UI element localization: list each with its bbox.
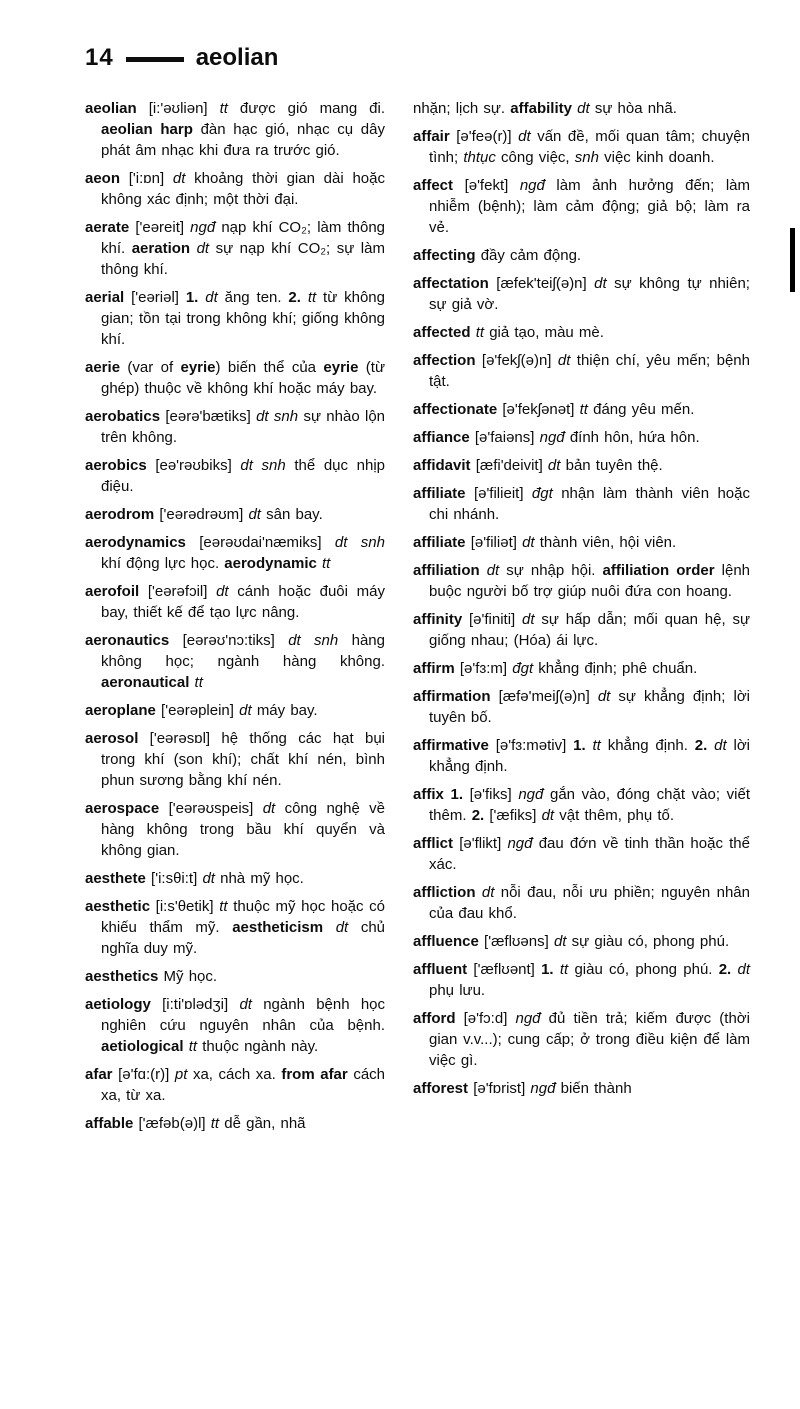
dictionary-entry bbox=[413, 959, 750, 1001]
entry-bold-text: aerobatics bbox=[85, 408, 166, 425]
entry-bold-text: eyrie bbox=[323, 359, 366, 376]
dictionary-entry bbox=[413, 609, 750, 651]
dictionary-entry bbox=[413, 658, 750, 679]
entry-text: ['eərəʊspeis] bbox=[168, 800, 263, 817]
dictionary-entry bbox=[413, 273, 750, 315]
entry-bold-text: aesthetic bbox=[85, 898, 156, 915]
entry-bold-text: affectionate bbox=[413, 401, 503, 418]
dictionary-entry bbox=[413, 455, 750, 476]
entry-text: làm ảnh hưởng đến; làm nhiễm (bệnh); làm cảm động; giả bộ; làm ra vẻ. bbox=[429, 177, 751, 236]
entry-text: nhặn; lịch sự. bbox=[413, 100, 511, 117]
entry-bold-text: affirmative bbox=[413, 737, 496, 754]
dictionary-entry bbox=[413, 532, 750, 553]
entry-text: ['eərəplein] bbox=[161, 702, 240, 719]
entry-text: ['æfiks] bbox=[489, 807, 542, 824]
entry-bold-text: aeration bbox=[131, 240, 197, 257]
dictionary-entry bbox=[413, 399, 750, 420]
entry-text: ['æflʊənt] bbox=[473, 961, 542, 978]
dictionary-entry bbox=[413, 175, 750, 238]
entry-text: [ə'fekʃənət] bbox=[502, 401, 580, 418]
dictionary-entry bbox=[85, 504, 385, 525]
entry-text: ['eərədrəʊm] bbox=[159, 506, 249, 523]
dictionary-entry bbox=[85, 994, 385, 1057]
dictionary-entry bbox=[85, 287, 385, 350]
entry-columns bbox=[85, 98, 750, 1141]
entry-bold-text: afflict bbox=[413, 835, 460, 852]
dictionary-entry bbox=[85, 868, 385, 889]
entry-bold-text: affection bbox=[413, 352, 482, 369]
dictionary-entry bbox=[413, 98, 750, 119]
entry-text: đủ tiền trả; kiếm được (thời gian v.v...); cung cấp; ở trong điều kiện để làm việc gì. bbox=[429, 1010, 750, 1069]
entry-text: hàng không học; ngành hàng không. bbox=[101, 632, 385, 670]
entry-bold-text: 1. bbox=[541, 961, 560, 978]
entry-text: đàn hạc gió, nhạc cụ dây phát âm nhạc khi đưa ra trước gió. bbox=[101, 121, 385, 159]
entry-text: khẳng định; phê chuẩn. bbox=[538, 660, 698, 677]
entry-bold-text: aetiological bbox=[101, 1038, 189, 1055]
entry-label-text: ngđ bbox=[518, 786, 550, 803]
scan-artifact bbox=[790, 228, 795, 292]
entry-text: công việc, bbox=[501, 149, 575, 166]
left-column bbox=[85, 98, 385, 1141]
entry-text: ['æflʊəns] bbox=[484, 933, 554, 950]
entry-bold-text: affluent bbox=[413, 961, 474, 978]
entry-label-text: tt bbox=[219, 898, 234, 915]
entry-bold-text: affect bbox=[413, 177, 465, 194]
entry-label-text: dt bbox=[481, 884, 501, 901]
entry-text: [ə'fɒrist] bbox=[473, 1080, 531, 1097]
entry-label-text: dt bbox=[577, 100, 595, 117]
entry-bold-text: affectation bbox=[413, 275, 497, 292]
entry-text: [ə'flikt] bbox=[459, 835, 508, 852]
entry-text: sự hấp dẫn; mối quan hệ, sự giống nhau; (Hóa) ái lực. bbox=[429, 611, 751, 649]
entry-bold-text: aesthete bbox=[85, 870, 152, 887]
entry-text: [æfə'meiʃ(ə)n] bbox=[498, 688, 598, 705]
right-column bbox=[413, 98, 750, 1141]
entry-bold-text: 2. bbox=[288, 289, 308, 306]
entry-bold-text: 2. bbox=[694, 737, 715, 754]
entry-bold-text: aerofoil bbox=[85, 583, 148, 600]
entry-text: sự không tự nhiên; sự giả vờ. bbox=[429, 275, 750, 313]
entry-bold-text: affinity bbox=[413, 611, 469, 628]
entry-bold-text: affliction bbox=[413, 884, 482, 901]
dictionary-entry bbox=[85, 581, 385, 623]
entry-label-text: dt bbox=[522, 534, 540, 551]
entry-text: [i:s'θetik] bbox=[155, 898, 220, 915]
entry-label-text: dt bbox=[335, 919, 361, 936]
entry-text: [eərə'bætiks] bbox=[165, 408, 257, 425]
entry-label-text: ngđ bbox=[530, 1080, 561, 1097]
entry-label-text: tt bbox=[592, 737, 608, 754]
entry-label-text: tt bbox=[579, 401, 594, 418]
entry-text: phụ lưu. bbox=[429, 982, 486, 999]
entry-label-text: pt bbox=[174, 1066, 193, 1083]
entry-text: [ə'fɔ:d] bbox=[463, 1010, 516, 1027]
entry-bold-text: aeronautics bbox=[85, 632, 183, 649]
dictionary-entry bbox=[85, 357, 385, 399]
entry-text: [ə'fiks] bbox=[469, 786, 519, 803]
entry-label-text: dt bbox=[518, 128, 538, 145]
entry-text: dễ gần, nhã bbox=[224, 1115, 306, 1132]
dictionary-entry bbox=[85, 966, 385, 987]
entry-label-text: dt bbox=[737, 961, 750, 978]
entry-bold-text: aeroplane bbox=[85, 702, 162, 719]
entry-label-text: tt bbox=[194, 674, 203, 691]
entry-text: sự nạp khí CO₂; sự làm thông khí. bbox=[101, 240, 385, 278]
entry-label-text: dt bbox=[262, 800, 285, 817]
entry-text: Mỹ học. bbox=[163, 968, 218, 985]
entry-text: ['eəreit] bbox=[135, 219, 191, 236]
entry-bold-text: aerial bbox=[85, 289, 132, 306]
entry-text: công nghệ về hàng không trong bầu khí quyển và không gian. bbox=[101, 800, 385, 859]
entry-bold-text: affiliation bbox=[413, 562, 487, 579]
entry-text: [æfi'deivit] bbox=[475, 457, 548, 474]
entry-text: ăng ten. bbox=[224, 289, 289, 306]
entry-text: sự giàu có, phong phú. bbox=[571, 933, 730, 950]
entry-bold-text: affected bbox=[413, 324, 476, 341]
dictionary-entry bbox=[413, 1008, 750, 1071]
entry-text: sự hòa nhã. bbox=[594, 100, 677, 117]
entry-label-text: dt snh bbox=[240, 457, 295, 474]
entry-text: thuộc ngành này. bbox=[202, 1038, 319, 1055]
entry-label-text: ngđ bbox=[539, 429, 570, 446]
dictionary-entry bbox=[85, 798, 385, 861]
entry-label-text: dt bbox=[541, 807, 560, 824]
dictionary-entry bbox=[413, 882, 750, 924]
entry-bold-text: affiance bbox=[413, 429, 475, 446]
entry-bold-text: afford bbox=[413, 1010, 464, 1027]
entry-text: thành viên, hội viên. bbox=[539, 534, 677, 551]
entry-label-text: dt bbox=[196, 240, 216, 257]
entry-label-text: dt snh bbox=[334, 534, 385, 551]
dictionary-entry bbox=[413, 784, 750, 826]
dictionary-entry bbox=[413, 560, 750, 602]
entry-bold-text: affiliate bbox=[413, 534, 471, 551]
entry-text: nhận làm thành viên hoặc chi nhánh. bbox=[429, 485, 750, 523]
entry-text: ngành bệnh học nghiên cứu nguyên nhân của bệnh. bbox=[101, 996, 386, 1034]
entry-text: ['eərəfɔil] bbox=[147, 583, 217, 600]
entry-text: chủ nghĩa duy mỹ. bbox=[101, 919, 386, 957]
entry-text: sự khẳng định; lời tuyên bố. bbox=[429, 688, 750, 726]
entry-text: được gió mang đi. bbox=[239, 100, 385, 117]
entry-text: [ə'filieit] bbox=[473, 485, 532, 502]
entry-label-text: dt bbox=[202, 870, 221, 887]
entry-bold-text: 1. bbox=[573, 737, 593, 754]
entry-bold-text: aerie bbox=[85, 359, 128, 376]
entry-text: khoảng thời gian dài hoặc không xác định; một thời đại. bbox=[101, 170, 385, 208]
entry-bold-text: aeon bbox=[85, 170, 129, 187]
entry-bold-text: affability bbox=[510, 100, 578, 117]
entry-text: khí động lực học. bbox=[101, 555, 225, 572]
dictionary-entry bbox=[413, 1078, 750, 1099]
entry-label-text: đgt bbox=[531, 485, 562, 502]
dictionary-entry bbox=[85, 455, 385, 497]
page-header bbox=[85, 44, 750, 72]
entry-text: việc kinh doanh. bbox=[604, 149, 715, 166]
dictionary-entry bbox=[413, 686, 750, 728]
entry-bold-text: aerospace bbox=[85, 800, 169, 817]
entry-label-text: dt bbox=[205, 289, 225, 306]
entry-bold-text: 2. bbox=[471, 807, 490, 824]
dictionary-entry bbox=[413, 322, 750, 343]
entry-text: [ə'faiəns] bbox=[474, 429, 540, 446]
entry-text: ['i:ɒn] bbox=[128, 170, 173, 187]
entry-text: lệnh buộc người bố trợ giúp nuôi đứa con hoang. bbox=[429, 562, 750, 600]
entry-label-text: dt bbox=[557, 352, 577, 369]
entry-bold-text: aerosol bbox=[85, 730, 150, 747]
dictionary-entry bbox=[85, 217, 385, 280]
entry-bold-text: aeronautical bbox=[101, 674, 195, 691]
dictionary-entry bbox=[413, 833, 750, 875]
dictionary-entry bbox=[413, 427, 750, 448]
entry-text: [ə'fɜ:m] bbox=[459, 660, 513, 677]
entry-text: [eərəʊ'nɔ:tiks] bbox=[182, 632, 289, 649]
entry-bold-text: aerate bbox=[85, 219, 136, 236]
entry-label-text: ngđ bbox=[507, 835, 539, 852]
entry-text: đầy cảm động. bbox=[480, 247, 582, 264]
entry-text: [ə'fekʃ(ə)n] bbox=[481, 352, 558, 369]
entry-bold-text: affecting bbox=[413, 247, 481, 264]
dictionary-entry bbox=[85, 1064, 385, 1106]
entry-text: (từ ghép) thuộc về không khí hoặc máy bay. bbox=[101, 359, 386, 397]
entry-text: từ không gian; tồn tại trong không khí; giống không khí. bbox=[101, 289, 385, 348]
entry-bold-text: from afar bbox=[281, 1066, 354, 1083]
dictionary-entry bbox=[413, 931, 750, 952]
entry-text: ['eərəsɒl] hệ thống các hạt bụi trong khí (son khí); chất khí nén, bình phun sương bằng khí nén. bbox=[101, 730, 386, 789]
entry-text: thiện chí, yêu mến; bệnh tật. bbox=[429, 352, 750, 390]
dictionary-entry bbox=[85, 406, 385, 448]
entry-text: khẳng định. bbox=[607, 737, 695, 754]
entry-text: [ə'fɜ:mətiv] bbox=[495, 737, 574, 754]
entry-text: [ə'fɑ:(r)] bbox=[118, 1066, 175, 1083]
entry-bold-text: aerodynamics bbox=[85, 534, 200, 551]
entry-text: [ə'fekt] bbox=[464, 177, 520, 194]
entry-text: thuộc mỹ học hoặc có khiếu thẩm mỹ. bbox=[101, 898, 385, 936]
dictionary-entry bbox=[413, 245, 750, 266]
entry-bold-text: aestheticism bbox=[232, 919, 336, 936]
entry-bold-text: eyrie bbox=[180, 359, 216, 376]
entry-text: máy bay. bbox=[256, 702, 318, 719]
dictionary-entry bbox=[413, 126, 750, 168]
entry-bold-text: aerobics bbox=[85, 457, 156, 474]
dictionary-entry bbox=[85, 1113, 385, 1134]
entry-text: [i:ti'ɒlədʒi] bbox=[162, 996, 240, 1013]
guide-word: aeolian bbox=[195, 44, 279, 71]
page-number: 14 bbox=[85, 44, 114, 71]
entry-text: giàu có, phong phú. bbox=[574, 961, 719, 978]
entry-label-text: tt bbox=[210, 1115, 225, 1132]
entry-bold-text: aeolian harp bbox=[101, 121, 201, 138]
entry-label-text: dt bbox=[239, 702, 257, 719]
entry-text: sự nhập hội. bbox=[506, 562, 603, 579]
entry-label-text: dt bbox=[486, 562, 507, 579]
entry-text: ['i:sθi:t] bbox=[151, 870, 203, 887]
entry-bold-text: affiliate bbox=[413, 485, 474, 502]
header-rule bbox=[126, 57, 184, 62]
entry-label-text: tt bbox=[322, 555, 331, 572]
entry-label-text: tt bbox=[219, 100, 240, 117]
entry-bold-text: affirmation bbox=[413, 688, 499, 705]
dictionary-entry bbox=[413, 350, 750, 392]
entry-label-text: thtục bbox=[463, 149, 502, 166]
entry-bold-text: affirm bbox=[413, 660, 460, 677]
entry-label-text: dt bbox=[714, 737, 734, 754]
entry-label-text: tt bbox=[475, 324, 490, 341]
entry-text: [eə'rəʊbiks] bbox=[155, 457, 241, 474]
entry-text: [ə'feə(r)] bbox=[456, 128, 519, 145]
entry-text: cánh hoặc đuôi máy bay, thiết kế để tạo lực nâng. bbox=[101, 583, 385, 621]
entry-text: giả tạo, màu mè. bbox=[489, 324, 604, 341]
entry-text: cách xa, từ xa. bbox=[101, 1066, 385, 1104]
entry-text: ) biến thể của bbox=[215, 359, 324, 376]
dictionary-entry bbox=[85, 98, 385, 161]
entry-label-text: ngđ bbox=[190, 219, 222, 236]
entry-label-text: dt bbox=[216, 583, 238, 600]
entry-label-text: dt snh bbox=[288, 632, 352, 649]
dictionary-entry bbox=[85, 896, 385, 959]
entry-label-text: đgt bbox=[512, 660, 539, 677]
entry-bold-text: afforest bbox=[413, 1080, 474, 1097]
entry-text: [ə'finiti] bbox=[469, 611, 523, 628]
entry-label-text: dt bbox=[522, 611, 542, 628]
entry-text: (var of bbox=[127, 359, 181, 376]
entry-bold-text: affiliation order bbox=[602, 562, 722, 579]
entry-bold-text: 1. bbox=[185, 289, 206, 306]
entry-text: vấn đề, mối quan tâm; chuyện tình; bbox=[429, 128, 750, 166]
entry-label-text: dt snh bbox=[256, 408, 304, 425]
entry-label-text: dt bbox=[594, 275, 615, 292]
entry-bold-text: aetiology bbox=[85, 996, 163, 1013]
entry-text: sân bay. bbox=[266, 506, 323, 523]
entry-bold-text: afar bbox=[85, 1066, 119, 1083]
entry-text: nỗi đau, nỗi ưu phiền; nguyên nhân của đau khổ. bbox=[429, 884, 750, 922]
entry-bold-text: aerodrom bbox=[85, 506, 160, 523]
entry-text: đáng yêu mến. bbox=[593, 401, 695, 418]
entry-label-text: ngđ bbox=[515, 1010, 549, 1027]
entry-bold-text: 2. bbox=[718, 961, 738, 978]
entry-bold-text: aesthetics bbox=[85, 968, 164, 985]
dictionary-entry bbox=[85, 168, 385, 210]
entry-label-text: snh bbox=[574, 149, 605, 166]
entry-bold-text: affair bbox=[413, 128, 457, 145]
entry-text: [æfek'teiʃ(ə)n] bbox=[496, 275, 595, 292]
entry-text: vật thêm, phụ tố. bbox=[559, 807, 675, 824]
entry-text: nạp khí CO₂; làm thông khí. bbox=[101, 219, 386, 257]
entry-label-text: dt bbox=[239, 996, 264, 1013]
entry-bold-text: aeolian bbox=[85, 100, 149, 117]
dictionary-entry bbox=[85, 700, 385, 721]
entry-text: lời khẳng định. bbox=[429, 737, 750, 775]
entry-text: nhà mỹ học. bbox=[220, 870, 304, 887]
entry-text: gắn vào, đóng chặt vào; viết thêm. bbox=[429, 786, 750, 824]
entry-bold-text: affix 1. bbox=[413, 786, 470, 803]
entry-bold-text: affable bbox=[85, 1115, 139, 1132]
entry-label-text: ngđ bbox=[519, 177, 557, 194]
entry-label-text: tt bbox=[307, 289, 324, 306]
dictionary-entry bbox=[85, 728, 385, 791]
entry-text: đính hôn, hứa hôn. bbox=[569, 429, 700, 446]
entry-text: biến thành bbox=[560, 1080, 632, 1097]
entry-text: [i:'əʊliən] bbox=[148, 100, 220, 117]
entry-text: sự nhào lộn trên không. bbox=[101, 408, 386, 446]
entry-bold-text: affidavit bbox=[413, 457, 476, 474]
entry-text: bản tuyên thệ. bbox=[565, 457, 663, 474]
dictionary-entry bbox=[413, 735, 750, 777]
entry-label-text: dt bbox=[597, 688, 619, 705]
entry-text: [eərəʊdai'næmiks] bbox=[199, 534, 335, 551]
entry-text: [ə'filiət] bbox=[470, 534, 523, 551]
entry-text: xa, cách xa. bbox=[192, 1066, 282, 1083]
dictionary-entry bbox=[85, 532, 385, 574]
entry-text: ['eəriəl] bbox=[131, 289, 186, 306]
entry-bold-text: aerodynamic bbox=[224, 555, 322, 572]
entry-label-text: dt bbox=[553, 933, 572, 950]
entry-text: đau đớn về tinh thần hoặc thể xác. bbox=[429, 835, 750, 873]
entry-label-text: dt bbox=[248, 506, 267, 523]
entry-label-text: tt bbox=[559, 961, 575, 978]
entry-text: thể dục nhịp điệu. bbox=[101, 457, 385, 495]
entry-label-text: dt bbox=[547, 457, 566, 474]
dictionary-entry bbox=[413, 483, 750, 525]
entry-label-text: dt bbox=[172, 170, 195, 187]
entry-label-text: tt bbox=[188, 1038, 203, 1055]
entry-text: ['æfəb(ə)l] bbox=[138, 1115, 211, 1132]
dictionary-entry bbox=[85, 630, 385, 693]
entry-bold-text: affluence bbox=[413, 933, 485, 950]
